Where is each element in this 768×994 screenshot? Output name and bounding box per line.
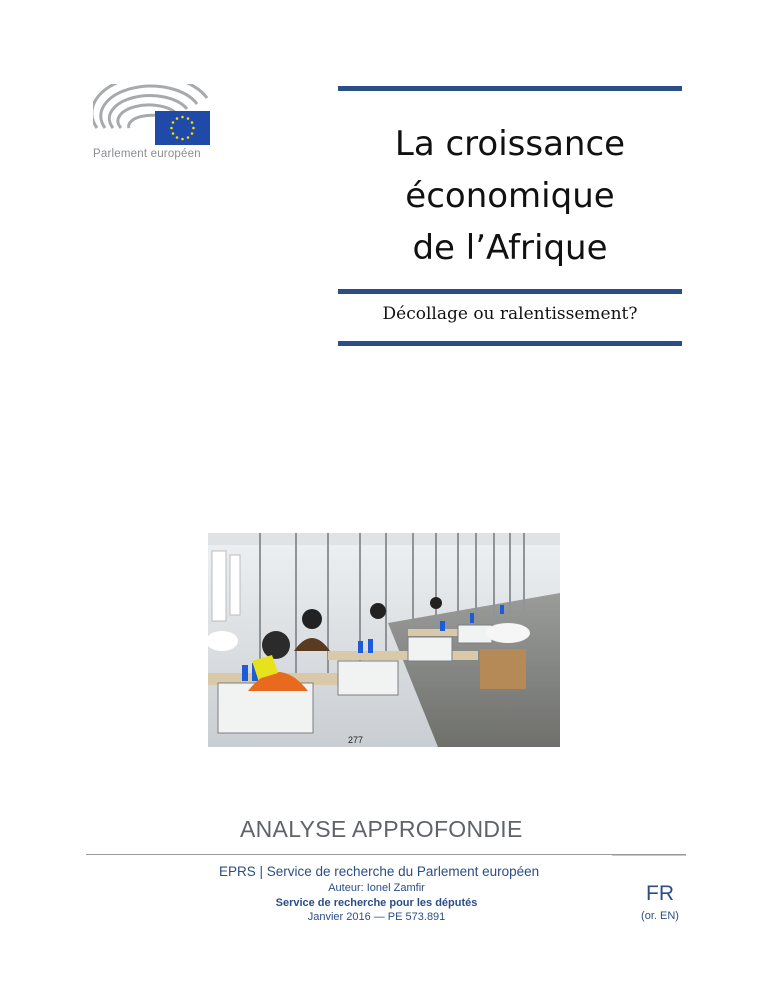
footer-divider-right xyxy=(612,855,686,856)
parliament-logo xyxy=(93,84,215,170)
document-subtitle: Décollage ou ralentissement? xyxy=(382,304,638,324)
eprs-line: EPRS | Service de recherche du Parlement européen xyxy=(219,864,540,879)
title-line-2: économique xyxy=(405,176,615,216)
author-line: Auteur: Ionel Zamfir xyxy=(328,882,425,894)
european-parliament-hemicycle-icon xyxy=(93,84,215,146)
subtitle-top-rule xyxy=(338,289,682,294)
subtitle-bottom-rule xyxy=(338,341,682,346)
document-type: ANALYSE APPROFONDIE xyxy=(240,816,523,842)
document-title xyxy=(338,118,682,274)
title-line-3: de l’Afrique xyxy=(412,228,608,268)
original-language: (or. EN) xyxy=(641,910,679,922)
footer-divider xyxy=(86,854,686,855)
language-code: FR xyxy=(646,882,674,905)
title-top-rule xyxy=(338,86,682,91)
date-reference: Janvier 2016 — PE 573.891 xyxy=(307,911,446,923)
title-line-1: La croissance xyxy=(394,124,626,164)
service-line: Service de recherche pour les députés xyxy=(275,897,478,909)
logo-name: Parlement européen xyxy=(93,148,201,160)
machine-label: 277 xyxy=(348,735,364,745)
cover-photo xyxy=(208,533,560,747)
